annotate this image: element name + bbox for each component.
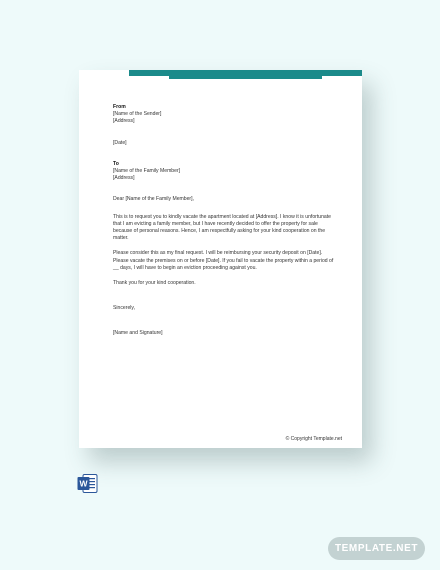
template-watermark: TEMPLATE.NET xyxy=(328,537,425,560)
sender-address: [Address] xyxy=(113,118,135,125)
from-heading: From xyxy=(113,104,126,110)
copyright-notice: © Copyright Template.net xyxy=(285,436,342,442)
word-icon-graphic xyxy=(77,473,98,494)
salutation: Dear [Name of the Family Member], xyxy=(113,196,194,203)
to-heading: To xyxy=(113,160,119,167)
sender-name: [Name of the Sender] xyxy=(113,111,162,118)
letter-page xyxy=(79,70,362,448)
word-icon xyxy=(77,473,98,494)
body-paragraph-2: Please consider this as my final request. I will be reimbursing your security deposit on [Date]. Please vacate the premises on or before [Date]. If you fail to vacate the property within a period of __ days, I will have to begin an eviction proceeding against you. xyxy=(113,250,334,271)
body-paragraph-1: This is to request you to kindly vacate the apartment located at [Address]. I know it is unfortunate that I am evicting a family member, but I have recently decided to offer the property for sale because of personal reasons. Hence, I am respectfully asking for your kind cooperation on the matter. xyxy=(113,213,332,242)
word-icon-letter: W xyxy=(79,478,88,489)
body-paragraph-3: Thank you for your kind cooperation. xyxy=(113,280,196,287)
signature-placeholder: [Name and Signature] xyxy=(113,330,163,337)
letter-date: [Date] xyxy=(113,139,127,146)
header-accent-bar-inner xyxy=(169,76,322,79)
recipient-name: [Name of the Family Member] xyxy=(113,168,181,175)
recipient-address: [Address] xyxy=(113,175,135,182)
closing: Sincerely, xyxy=(113,305,135,312)
letter-body xyxy=(113,104,335,338)
